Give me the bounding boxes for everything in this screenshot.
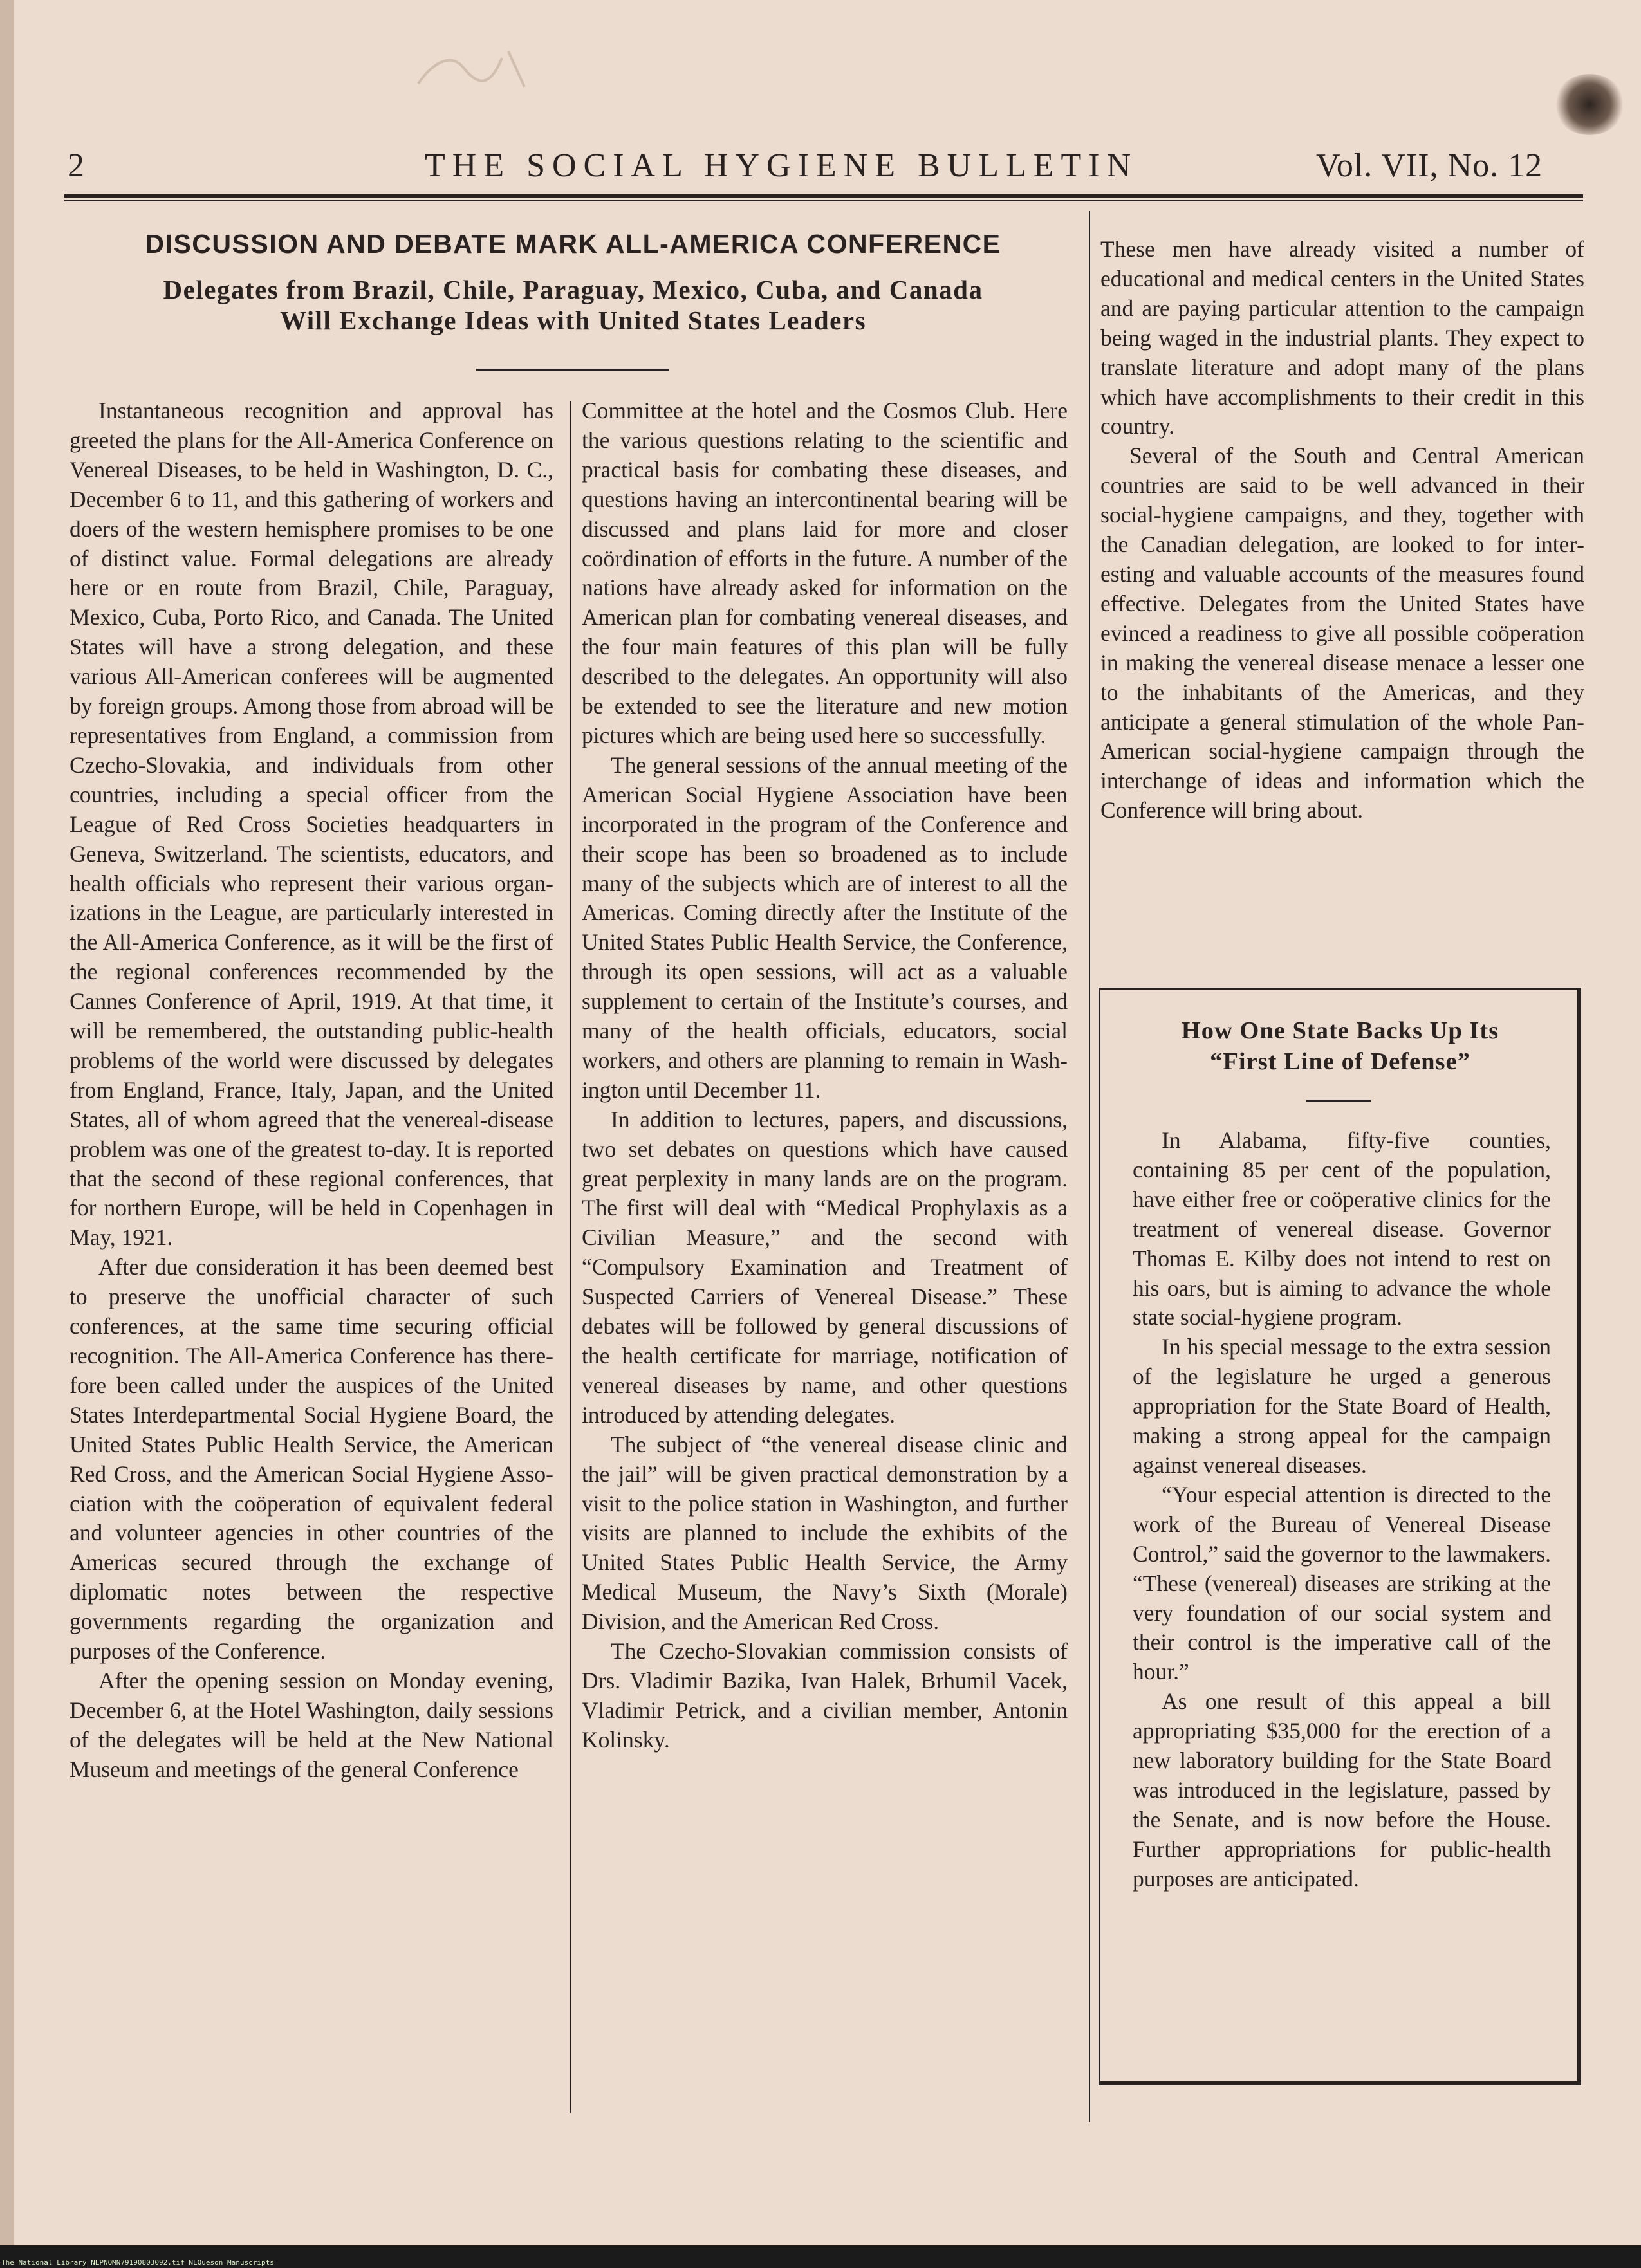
article-column-3: [1100, 235, 1584, 825]
paragraph: After due consideration it has been deemed best to preserve the unofficial character of such conferences, at the same time securing official recognition. The All-America Conference has therefore been called under the auspices of the United States Interdepartmental Social Hygiene Board, the United States Public Health Service, the American Red Cross, and the American Social Hygiene Association with the coöperation of equivalent federal and volunteer agencies in other countries of the Americas secured through the exchange of diplomatic notes between the respective governments regarding the organization and purposes of the Conference.: [70, 1254, 553, 1664]
paragraph: Several of the South and Central American countries are said to be well advanced in their social-hygiene campaigns, and they, together with the Canadian delegation, are looked to for interesting and valuable accounts of the measures found effective. Delegates from the United States have evinced a readiness to give all possible coöperation in making the venereal disease menace a lesser one to the inhabitants of the Americas, and they anticipate a general stimulation of the whole Pan-American social-hygiene campaign through the interchange of ideas and information which the Conference will bring about.: [1100, 443, 1584, 824]
paragraph: As one result of this appeal a bill appropriating $35,000 for the erection of a new laboratory building for the State Board was introduced in the legislature, passed by the Senate, and is now before the House. Further appropriations for public-health purposes are anticipated.: [1133, 1688, 1551, 1892]
sidebar-title-line: “First Line of Defense”: [1210, 1048, 1470, 1075]
headline-rule: [476, 369, 669, 371]
column-divider: [1089, 211, 1090, 2122]
sidebar-title: [1100, 1015, 1580, 1077]
paragraph: Committee at the hotel and the Cosmos Club. Here the various questions relating to the scientific and practical basis for combating these diseases, and questions having an intercontinental bearing will be discussed and plans laid for more and closer coördination of efforts in the future. A number of the nations have already asked for information on the American plan for combating venereal diseases, and the four main features of this plan will be fully described to the delegates. An opportunity will also be extended to see the literature and new motion pictures which are being used here so successfully.: [582, 398, 1068, 748]
subheadline-line: Will Exchange Ideas with United States Leaders: [279, 306, 867, 335]
subheadline-line: Delegates from Brazil, Chile, Paraguay, Mexico, Cuba, and Canada: [163, 275, 983, 304]
page-number: 2: [68, 147, 84, 184]
paragraph: The Czecho-Slovakian commission consists of Drs. Vladimir Bazika, Ivan Halek, Brhumil Vacek, Vladimir Petrick, and a civilian member, Antonin Kolinsky.: [582, 1638, 1068, 1753]
paragraph: In his special message to the extra session of the legislature he urged a generous appropriation for the State Board of Health, making a strong appeal for the campaign against venereal diseases.: [1133, 1334, 1551, 1478]
paragraph: The general sessions of the annual meeting of the American Social Hygiene Association have been incorporated in the program of the Conference and their scope has been so broadened as to include many of the subjects which are of interest to all the Americas. Coming directly after the Institute of the United States Public Health Service, the Conference, through its open sessions, will act as a valuable supplement to certain of the Institute’s courses, and many of the health officials, educators, social workers, and others are planning to remain in Washington until December 11.: [582, 751, 1068, 1103]
article-subheadline: [70, 274, 1077, 336]
paragraph: “Your especial attention is directed to the work of the Bureau of Venereal Disease Control,” said the governor to the lawmakers. “These (venereal) diseases are striking at the very foundation of our social system and their control is the imperative call of the hour.”: [1133, 1481, 1551, 1685]
paragraph: In Alabama, fifty-five counties, containing 85 per cent of the population, have either free or coöperative clinics for the treatment of venereal disease. Governor Thomas E. Kilby does not intend to rest on his oars, but is aiming to advance the whole state social-hygiene program.: [1133, 1127, 1551, 1331]
paragraph: After the opening session on Monday evening, December 6, at the Hotel Washington, daily sessions of the delegates will be held at the New National Museum and meetings of the general Conference: [70, 1667, 553, 1782]
paragraph: Instantaneous recognition and approval has greeted the plans for the All-America Conference on Venereal Diseases, to be held in Washington, D. C., December 6 to 11, and this gathering of workers and doers of the western hemisphere promises to be one of distinct value. Formal delegations are already here or en route from Brazil, Chile, Paraguay, Mexico, Cuba, Porto Rico, and Canada. The United States will have a strong delegation, and these various All-American conferees will be augmented by foreign groups. Among those from abroad will be representatives from England, a commission from Czecho-Slovakia, and individuals from other countries, including a special officer from the League of Red Cross Societies headquarters in Geneva, Switzerland. The scientists, educators, and health officials who represent their various organizations in the League, are particularly interested in the All-America Conference, as it will be the first of the regional conferences recommended by the Cannes Conference of April, 1919. At that time, it will be remembered, the outstanding public-health problems of the world were discussed by delegates from England, France, Italy, Japan, and the United States, all of whom agreed that the venereal-disease problem was one of the greatest to-day. It is reported that the second of these regional conferences, that for northern Europe, will be held in Copenhagen in May, 1921.: [70, 398, 553, 1251]
sidebar-body: [1133, 1126, 1551, 1894]
publication-title: THE SOCIAL HYGIENE BULLETIN: [425, 147, 1138, 184]
volume-issue: Vol. VII, No. 12: [1316, 147, 1543, 184]
paragraph: The subject of “the venereal disease clinic and the jail” will be given practical demonstration by a visit to the police station in Washington, and further visits are planned to include the exhibits of the United States Public Health Service, the Army Medical Museum, the Navy’s Sixth (Morale) Division, and the American Red Cross.: [582, 1431, 1068, 1635]
sidebar-rule: [1306, 1100, 1371, 1102]
scan-footer-text: The National Library NLPNQMN79190803092.tif NLQueson Manuscripts: [1, 2258, 274, 2267]
pencil-scribble: [412, 39, 534, 97]
ink-stain: [1554, 74, 1625, 135]
column-divider: [570, 401, 571, 2113]
article-headline: DISCUSSION AND DEBATE MARK ALL-AMERICA CONFERENCE: [145, 229, 1001, 259]
header-rule: [64, 194, 1583, 198]
article-column-2: [582, 396, 1068, 1755]
paragraph: These men have already visited a number of educational and medical centers in the United States and are paying particular attention to the campaign being waged in the industrial plants. They expect to translate literature and adopt many of the plans which have accomplishments to their credit in this country.: [1100, 236, 1584, 439]
header-rule-thin: [64, 200, 1583, 201]
page-edge: [0, 0, 14, 2245]
sidebar-title-line: How One State Backs Up Its: [1181, 1017, 1499, 1044]
article-column-1: [70, 396, 553, 1785]
paragraph: In addition to lectures, papers, and discussions, two set debates on questions which have caused great perplexity in many lands are on the program. The first will deal with “Medical Prophylaxis as a Civilian Measure,” and the second with “Compulsory Examination and Treatment of Suspected Carriers of Venereal Disease.” These debates will be followed by general discussions of the health certificate for marriage, notification of venereal diseases by name, and other questions introduced by attending delegates.: [582, 1106, 1068, 1428]
